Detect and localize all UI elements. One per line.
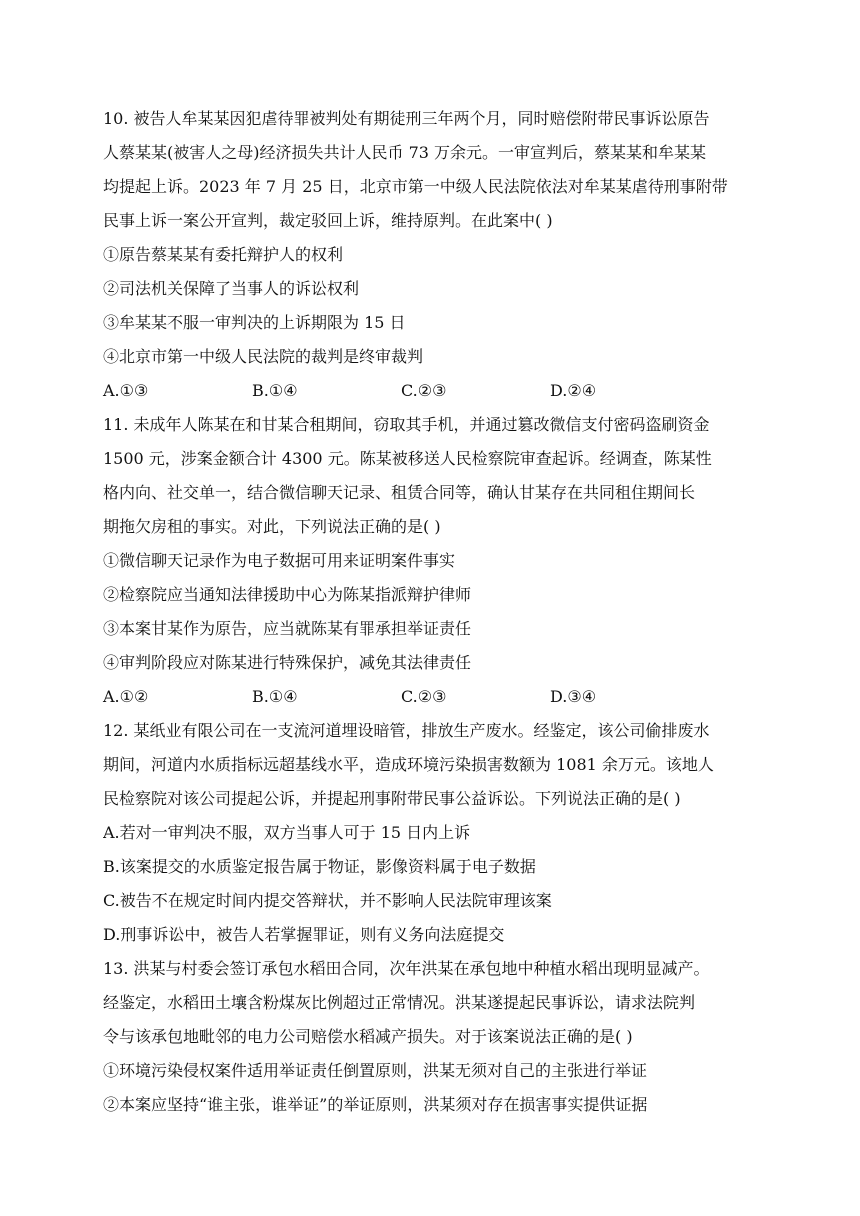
- question-text-line: 期间，河道内水质指标远超基线水平，造成环境污染损害数额为 1081 余万元。该地人: [103, 755, 714, 774]
- option-b: B.①④: [252, 381, 298, 400]
- question-text-line: 人蔡某某(被害人之母)经济损失共计人民币 73 万余元。一审宣判后，蔡某某和牟某某: [103, 143, 707, 162]
- statement-item: ③本案甘某作为原告，应当就陈某有罪承担举证责任: [103, 619, 472, 638]
- question-text-line: 1500 元，涉案金额合计 4300 元。陈某被移送人民检察院审查起诉。经调查，陈某性: [103, 449, 712, 468]
- question-text-line: 令与该承包地毗邻的电力公司赔偿水稻减产损失。对于该案说法正确的是( ): [103, 1027, 633, 1046]
- question-text-line: 12. 某纸业有限公司在一支流河道埋设暗管，排放生产废水。经鉴定，该公司偷排废水: [103, 721, 710, 740]
- question-text-line: 期拖欠房租的事实。对此，下列说法正确的是( ): [103, 517, 441, 536]
- option-d: D.②④: [550, 381, 597, 400]
- question-13: [103, 952, 758, 1122]
- option-c: C.②③: [401, 687, 447, 706]
- option-b: B.该案提交的水质鉴定报告属于物证，影像资料属于电子数据: [103, 857, 536, 876]
- statement-item: ②检察院应当通知法律援助中心为陈某指派辩护律师: [103, 585, 472, 604]
- document-page: [103, 102, 758, 1122]
- option-c: C.被告不在规定时间内提交答辩状，并不影响人民法院审理该案: [103, 891, 552, 910]
- statement-item: ④审判阶段应对陈某进行特殊保护，减免其法律责任: [103, 653, 472, 672]
- statement-item: ③牟某某不服一审判决的上诉期限为 15 日: [103, 313, 406, 332]
- statement-item: ②本案应坚持“谁主张，谁举证”的举证原则，洪某须对存在损害事实提供证据: [103, 1095, 648, 1114]
- answer-options: [103, 374, 758, 408]
- option-d: D.刑事诉讼中，被告人若掌握罪证，则有义务向法庭提交: [103, 925, 505, 944]
- question-text-line: 格内向、社交单一，结合微信聊天记录、租赁合同等，确认甘某存在共同租住期间长: [103, 483, 696, 502]
- option-c: C.②③: [401, 381, 447, 400]
- option-a: A.①②: [103, 687, 149, 706]
- question-text-line: 民检察院对该公司提起公诉，并提起刑事附带民事公益诉讼。下列说法正确的是( ): [103, 789, 681, 808]
- question-11: [103, 408, 758, 714]
- question-12: [103, 714, 758, 952]
- statement-item: ②司法机关保障了当事人的诉讼权利: [103, 279, 360, 298]
- statement-item: ①微信聊天记录作为电子数据可用来证明案件事实: [103, 551, 456, 570]
- question-text-line: 11. 未成年人陈某在和甘某合租期间，窃取其手机，并通过篡改微信支付密码盗刷资金: [103, 415, 710, 434]
- statement-item: ①原告蔡某某有委托辩护人的权利: [103, 245, 344, 264]
- option-a: A.若对一审判决不服，双方当事人可于 15 日内上诉: [103, 823, 471, 842]
- answer-options: [103, 680, 758, 714]
- question-text-line: 13. 洪某与村委会签订承包水稻田合同，次年洪某在承包地中种植水稻出现明显减产。: [103, 959, 710, 978]
- option-a: A.①③: [103, 381, 149, 400]
- question-text-line: 经鉴定，水稻田土壤含粉煤灰比例超过正常情况。洪某遂提起民事诉讼，请求法院判: [103, 993, 696, 1012]
- statement-item: ①环境污染侵权案件适用举证责任倒置原则，洪某无须对自己的主张进行举证: [103, 1061, 648, 1080]
- option-d: D.③④: [550, 687, 597, 706]
- question-text-line: 均提起上诉。2023 年 7 月 25 日，北京市第一中级人民法院依法对牟某某虐待刑事附带: [103, 177, 728, 196]
- question-text-line: 民事上诉一案公开宣判，裁定驳回上诉，维持原判。在此案中( ): [103, 211, 553, 230]
- statement-item: ④北京市第一中级人民法院的裁判是终审裁判: [103, 347, 424, 366]
- question-text-line: 10. 被告人牟某某因犯虐待罪被判处有期徒刑三年两个月，同时赔偿附带民事诉讼原告: [103, 109, 710, 128]
- option-b: B.①④: [252, 687, 298, 706]
- question-10: [103, 102, 758, 408]
